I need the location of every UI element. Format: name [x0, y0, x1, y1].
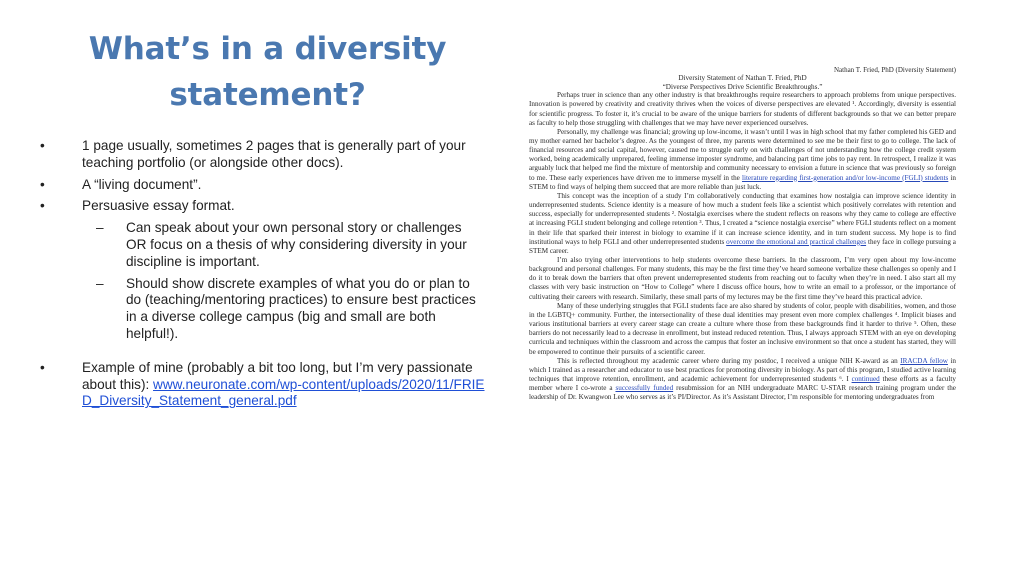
sub-bullet-item	[40, 276, 485, 343]
bullet-list	[40, 138, 485, 415]
document-paragraph	[529, 357, 956, 403]
paragraph-text: This is reflected throughout my academic career where during my postdoc, I received a unique NIH K-award as an	[557, 356, 901, 365]
paragraph-text: in STEM to find ways of helping them succeed that are more reliable than just luck.	[529, 173, 956, 191]
document-paragraph: I’m also trying other interventions to help students overcome these barriers. In the classroom, I’m very open about my low-income background and personal challenges. For many students, this may be the first time they’ve heard someone verbalize these challenges so openly and I do it to break down the barriers that often prevent underrepresented students from reaching out to faculty when they’re in need. I also start all my classes with very basic instruction on “How to College” where I discuss office hours, how to write an email to a professor, or the importance of cultivating their careers with research. Similarly, these small parts of my lectures may be the first time they’ve heard this practical advice.	[529, 256, 956, 301]
sub-bullet-item	[40, 220, 485, 270]
dash-icon: –	[96, 220, 104, 236]
funded-link[interactable]: successfully funded	[615, 384, 674, 393]
document-title: Diversity Statement of Nathan T. Fried, PhD	[678, 74, 807, 82]
literature-link[interactable]: literature regarding first-generation and/or low-income (FGLI) students	[741, 173, 949, 182]
dash-icon: –	[96, 275, 104, 291]
paragraph-text: Personally, my challenge was financial; growing up low-income, it wasn’t until I was in high school that my father completed his GED and my mother earned her bachelor’s degree. As the youngest of three, my parents were determined to see me be their first to go to college. The lack of financial resources and social capital, however, caused me to struggle early on with challenges of not understanding how the college credit system worked, being academically unprepared, feeling immense imposter syndrome, and balancing part time jobs to pay rent. In retrospect, I realize it was arguably luck that helped me find the mixture of mentorship and community necessary to envision a future in science that was previously so foreign to me. These early experiences have driven me to immerse myself in the	[529, 127, 956, 182]
paragraph-text: resubmission for an NIH undergraduate MARC U-STAR research training program under the leadership of Dr. Kwangwon Lee who serves as it’s PI/Director. As it’s Assistant Director, I’m responsible for mentoring undergraduates from	[529, 384, 956, 402]
bullet-text: A “living document”.	[82, 176, 202, 192]
bullet-item	[40, 177, 485, 194]
bullet-icon: •	[40, 198, 45, 214]
bullet-item	[40, 198, 485, 215]
diversity-statement-link[interactable]: www.neuronate.com/wp-content/uploads/2020/11/FRIED_Diversity_Statement_general.pdf	[82, 376, 485, 409]
continued-link[interactable]: continued	[851, 375, 880, 384]
diversity-statement-document	[529, 66, 956, 514]
document-header: Nathan T. Fried, PhD (Diversity Statement)	[833, 66, 956, 74]
sub-bullet-text: Can speak about your own personal story or challenges OR focus on a thesis of why considering diversity in your discipline is important.	[126, 220, 467, 269]
document-subtitle: “Diverse Perspectives Drive Scientific Breakthroughs.”	[662, 82, 823, 91]
document-paragraph: Perhaps truer in science than any other industry is that breakthroughs require researchers to approach problems from unique perspectives. Innovation is powered by creativity and creativity thrives when the voices of diverse perspectives are elevated ¹. Accordingly, diversity is essential for scientific progress. To foster it, it’s crucial to be aware of the unique barriers for students of different backgrounds so that we can better prepare as faculty to help those struggling with challenges that we may have never experienced ourselves.	[529, 91, 956, 127]
document-paragraph	[529, 128, 956, 192]
spacer	[40, 348, 485, 360]
bullet-icon: •	[40, 176, 45, 192]
paragraph-text: they face in college pursuing a STEM career.	[529, 237, 956, 255]
iracda-link[interactable]: IRACDA fellow	[900, 356, 948, 365]
bullet-item	[40, 138, 485, 172]
bullet-icon: •	[40, 359, 45, 375]
sub-bullet-text: Should show discrete examples of what you do or plan to do (teaching/mentoring practices) to ensure best practices in a diverse college campus (big and small are both helpful!).	[126, 275, 476, 341]
bullet-text: Example of mine (probably a bit too long, but I’m very passionate about this):	[82, 359, 473, 392]
bullet-text: 1 page usually, sometimes 2 pages that is generally part of your teaching portfolio (or alongside other docs).	[82, 138, 466, 170]
bullet-text: Persuasive essay format.	[82, 198, 235, 214]
paragraph-text: in which I trained as a researcher and educator to use best practices for promoting diversity in biology. As part of this program, I studied active learning techniques that improve retention, enrollment, and academic achievement for underrepresented students ⁶. I	[529, 356, 956, 384]
document-paragraph: Many of these underlying struggles that FGLI students face are also shared by students of color, people with disabilities, women, and those in the LGBTQ+ community. Further, the intersectionality of these dual identities may present even more complex challenges ⁴. Implicit biases and various institutional barriers at every career stage can create a culture where those from these backgrounds find it harder to thrive ⁵. Often, these barriers do not necessarily lead to a decrease in enrollment, but instead reduced retention. Thus, I always approach STEM with an eye on developing curricula and techniques within the classroom and across the campus that foster an inclusive environment so that once a student has started, they will be empowered to continue their pursuits of a scientific career.	[529, 301, 956, 356]
document-paragraph	[529, 192, 956, 256]
slide-title: What’s in a diversity statement?	[88, 31, 447, 113]
paragraph-text: these efforts as a faculty member where I co-wrote a	[529, 375, 956, 393]
bullet-item	[40, 360, 485, 410]
paragraph-text: This concept was the inception of a study I’m collaboratively conducting that examines how nostalgia can improve science identity in underrepresented students. Science identity is a measure of how much a student feels like a scientist which positively correlates with retention and success, especially for underrepresented students ². Nostalgia exercises where the student reflects on reasons why they came to college are effective at increasing FGLI student belonging and college retention ³. Thus, I created a “science nostalgia exercise” where FGLI students reflect on a moment in their life that sparked their interest in biology to examine if it can increase science identity, and in turn student success. My hope is to find institutional ways to help FGLI and other underrepresented students	[529, 191, 956, 246]
bullet-icon: •	[40, 138, 45, 153]
challenges-link[interactable]: overcome the emotional and practical challenges	[726, 237, 867, 246]
